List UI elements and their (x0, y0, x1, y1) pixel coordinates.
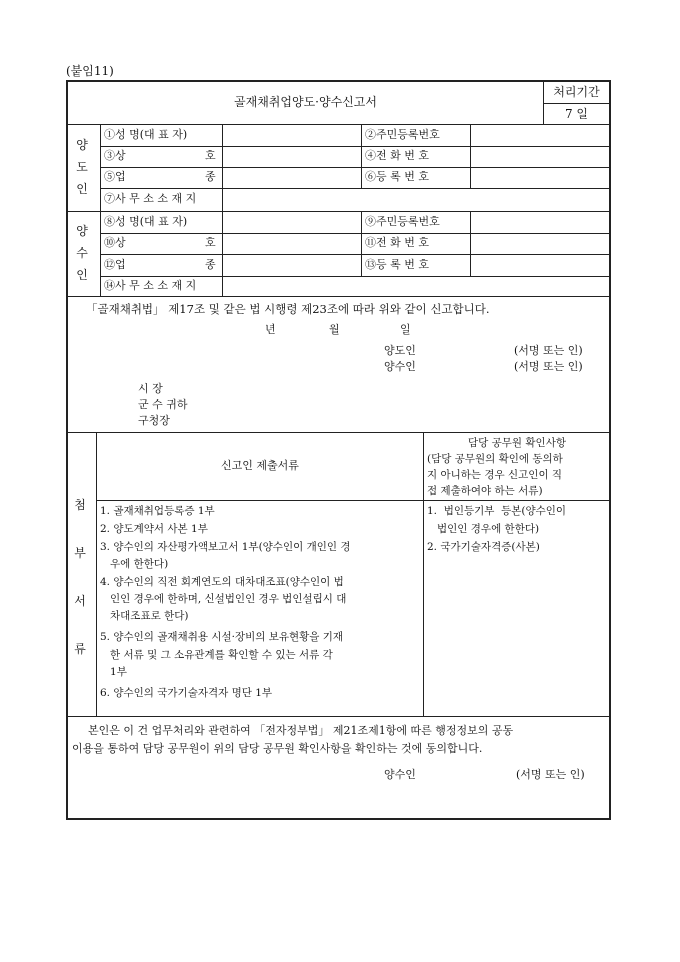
attachments-label-char: 첨 (74, 498, 86, 512)
transferee-business-field[interactable] (223, 256, 360, 275)
date-day: 일 (400, 323, 411, 336)
transferee-business-label: ⑫업 (104, 258, 126, 271)
submit-doc-item-cont: 우에 한한다) (100, 558, 169, 570)
submit-doc-item-cont: 차대조표로 한다) (100, 610, 189, 622)
mid-col-2 (361, 211, 362, 276)
transferor-label-char: 양 (76, 138, 88, 152)
transferor-id-field[interactable] (471, 126, 608, 145)
attach-bottom (66, 716, 611, 717)
transferee-label-char: 수 (76, 246, 88, 260)
transferee-id-label: ⑨주민등록번호 (365, 215, 440, 228)
consent-line-2: 이용을 통하여 담당 공무원이 위의 담당 공무원 확인사항을 확인하는 것에 동의합니다. (72, 742, 483, 755)
title-bottom (66, 124, 611, 125)
attachment-label: (붙임11) (66, 64, 114, 78)
transferor-label-char: 인 (76, 182, 88, 196)
row-line (100, 167, 610, 168)
official-check-note: 접 제출하여야 하는 서류) (427, 485, 543, 497)
group-divider (66, 211, 611, 212)
transferor-name-field[interactable] (223, 126, 360, 145)
transferee-trade-label: ⑩상 (104, 236, 126, 249)
group-col (100, 124, 101, 296)
submit-doc-item: 5. 양수인의 골재채취용 시설·장비의 보유현황을 기재 (100, 631, 344, 643)
transferee-name-label: ⑧성 명(대 표 자) (104, 215, 188, 228)
transferor-sign-hint: (서명 또는 인) (514, 344, 583, 357)
submit-doc-item: 2. 양도계약서 사본 1부 (100, 523, 208, 535)
attach-header-bottom (96, 500, 611, 501)
official-check-note: (담당 공무원의 확인에 동의하 (427, 453, 563, 465)
submit-doc-item-cont: 인인 경우에 한하며, 신설법인인 경우 법인설립시 대 (100, 593, 347, 605)
transferee-address-field[interactable] (223, 277, 608, 295)
submit-doc-item: 4. 양수인의 직전 회계연도의 대차대조표(양수인이 법 (100, 576, 344, 588)
official-check-note: 지 아니하는 경우 신고인이 직 (427, 469, 563, 481)
processing-value: 7 일 (564, 107, 589, 121)
transferor-phone-label: ④전 화 번 호 (365, 149, 429, 162)
grid-bottom (66, 296, 611, 297)
transferor-phone-field[interactable] (471, 148, 608, 166)
transferee-address-label: ⑭사 무 소 소 재 지 (104, 279, 197, 292)
transferee-phone-field[interactable] (471, 235, 608, 253)
row-line (100, 254, 610, 255)
transferor-business-label-b: 종 (205, 170, 216, 183)
transferor-name-label: ①성 명(대 표 자) (104, 128, 188, 141)
transferor-trade-label: ③상 (104, 149, 126, 162)
attachments-label-char: 서 (74, 594, 86, 608)
official-check-header: 담당 공무원 확인사항 (468, 437, 566, 449)
transferee-reg-label: ⑬등 록 번 호 (365, 258, 429, 271)
transferee-reg-field[interactable] (471, 256, 608, 275)
transferee-trade-field[interactable] (223, 235, 360, 253)
transferor-address-field[interactable] (223, 190, 608, 210)
transferor-reg-field[interactable] (471, 169, 608, 187)
submit-doc-item: 6. 양수인의 국가기술자격자 명단 1부 (100, 687, 273, 699)
transferee-label-char: 양 (76, 224, 88, 238)
submit-doc-item: 1. 골재채취업등록증 1부 (100, 505, 215, 517)
transferor-label-char: 도 (76, 160, 88, 174)
form-title: 골재채취업양도·양수신고서 (234, 95, 377, 109)
addressee-line: 군 수 귀하 (138, 398, 188, 411)
transferor-business-field[interactable] (223, 169, 360, 187)
transferee-sign-hint: (서명 또는 인) (514, 360, 583, 373)
transferor-trade-field[interactable] (223, 148, 360, 166)
submit-doc-item-cont: 1부 (100, 666, 127, 678)
date-year: 년 (265, 323, 276, 336)
addressee-line: 구청장 (138, 414, 170, 427)
transferee-label-char: 인 (76, 268, 88, 282)
attach-mid-col (423, 432, 424, 716)
transferor-trade-label-b: 호 (205, 149, 216, 162)
transferee-sign-label: 양수인 (384, 360, 416, 373)
transferor-sign-label: 양도인 (384, 344, 416, 357)
processing-label: 처리기간 (553, 85, 600, 99)
row-line (100, 233, 610, 234)
consent-signature-area[interactable] (430, 766, 510, 784)
transferee-name-field[interactable] (223, 213, 360, 232)
border-bottom (66, 818, 611, 820)
processing-mid (543, 103, 610, 104)
declaration-text: 「골재채취법」 제17조 및 같은 법 시행령 제23조에 따라 위와 같이 신고합니다. (86, 302, 490, 316)
transferor-reg-label: ⑥등 록 번 호 (365, 170, 429, 183)
attach-top (66, 432, 611, 433)
consent-line-1: 본인은 이 건 업무처리와 관련하여 「전자정부법」 제21조제1항에 따른 행정정보의 공동 (88, 724, 514, 737)
submitter-docs-header: 신고인 제출서류 (221, 459, 299, 472)
consent-signer-label: 양수인 (384, 768, 416, 781)
border-top (66, 80, 611, 82)
date-month: 월 (329, 323, 340, 336)
border-left (66, 80, 68, 820)
mid-col-1 (361, 124, 362, 188)
addressee-line: 시 장 (138, 382, 163, 395)
attach-group-col (96, 432, 97, 716)
row-line (100, 146, 610, 147)
submit-doc-item: 3. 양수인의 자산평가액보고서 1부(양수인이 개인인 경 (100, 541, 351, 553)
transferee-trade-label-b: 호 (205, 236, 216, 249)
transferee-phone-label: ⑪전 화 번 호 (365, 236, 429, 249)
border-right (609, 80, 611, 820)
consent-sign-hint: (서명 또는 인) (516, 768, 585, 781)
attachments-label-char: 류 (74, 642, 86, 656)
official-doc-item: 1. 법인등기부 등본(양수인이 (427, 505, 567, 517)
submit-doc-item-cont: 한 서류 및 그 소유관계를 확인할 수 있는 서류 각 (100, 649, 333, 661)
transferor-address-label: ⑦사 무 소 소 재 지 (104, 192, 197, 205)
official-doc-item-cont: 법인인 경우에 한한다) (427, 523, 540, 535)
transferee-id-field[interactable] (471, 213, 608, 232)
official-doc-item: 2. 국가기술자격증(사본) (427, 541, 540, 553)
transferor-id-label: ②주민등록번호 (365, 128, 440, 141)
transferor-business-label: ⑤업 (104, 170, 126, 183)
row-line (100, 188, 610, 189)
transferee-business-label-b: 종 (205, 258, 216, 271)
attachments-label-char: 부 (74, 546, 86, 560)
